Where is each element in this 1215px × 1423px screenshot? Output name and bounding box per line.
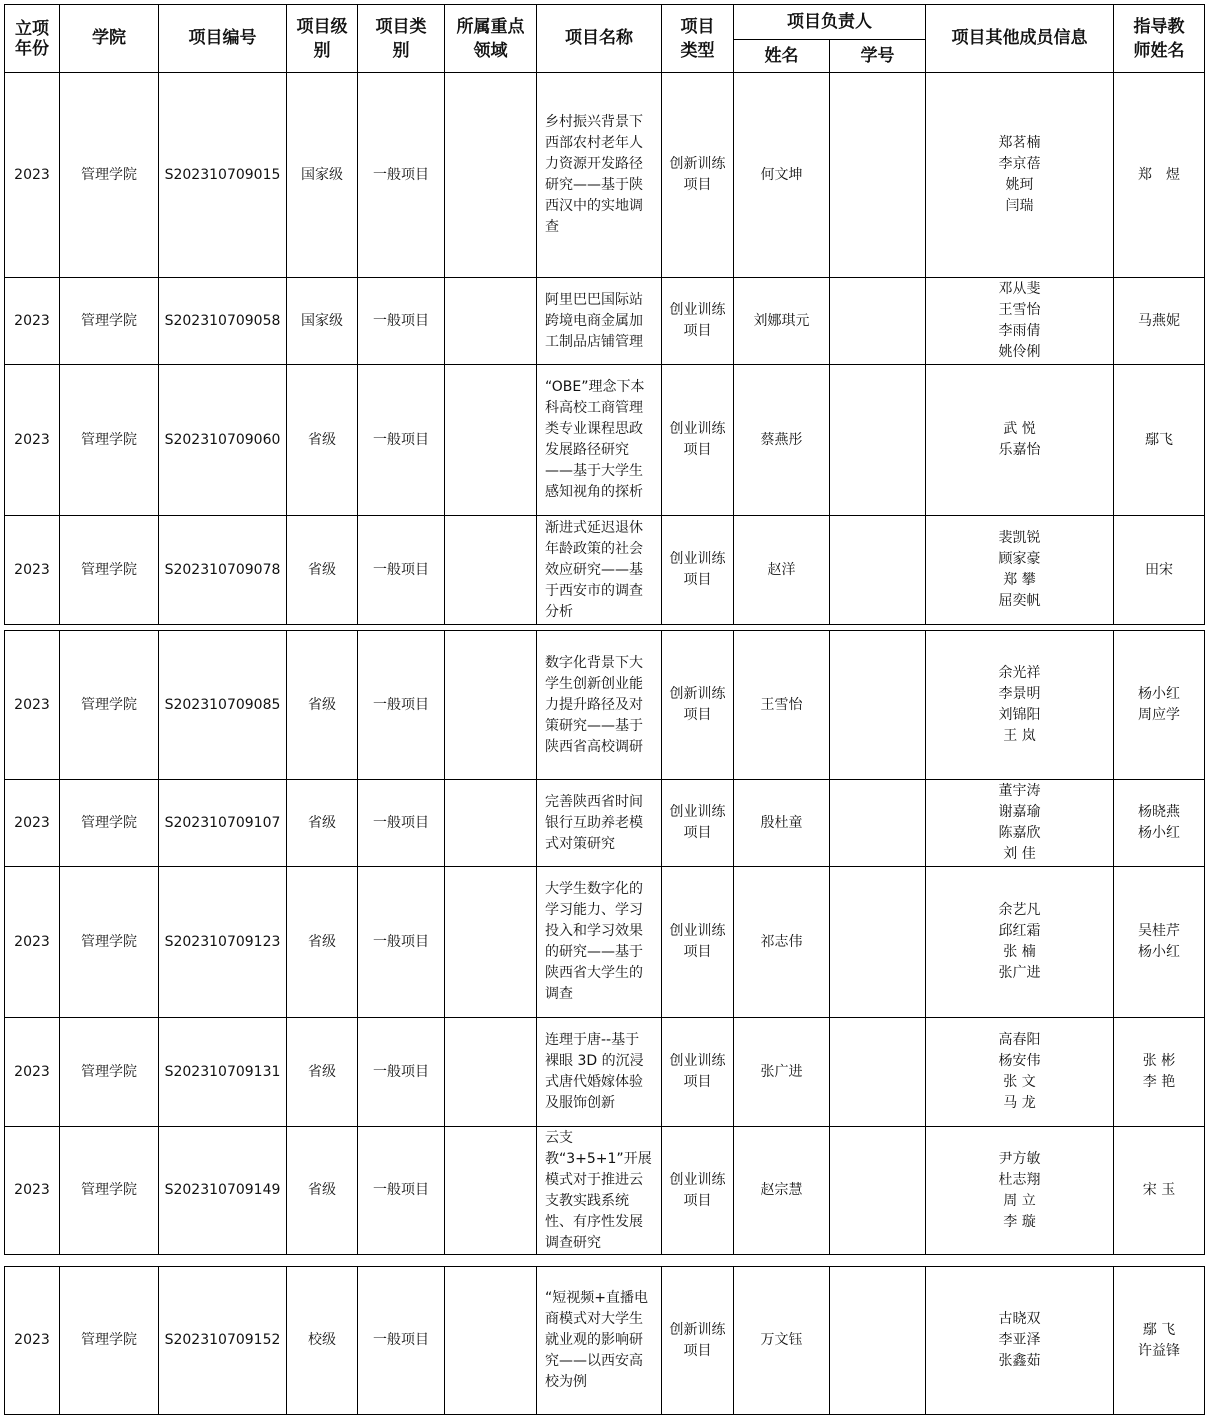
cell-level: 国家级: [287, 278, 358, 365]
cell-title: 连理于唐--基于裸眼 3D 的沉浸式唐代婚嫁体验及服饰创新: [537, 1018, 662, 1127]
cell-college: 管理学院: [60, 780, 159, 867]
cell-members: [926, 631, 1114, 780]
cell-year: 2023: [5, 1127, 60, 1255]
cell-college: 管理学院: [60, 278, 159, 365]
cell-title: 阿里巴巴国际站跨境电商金属加工制品店铺管理: [537, 278, 662, 365]
cell-level: 国家级: [287, 73, 358, 278]
member-name: 李景明: [998, 686, 1041, 702]
member-name: 姚珂: [1005, 177, 1034, 193]
table-row: [5, 516, 1205, 625]
cell-level: 省级: [287, 780, 358, 867]
cell-code: S202310709149: [159, 1127, 287, 1255]
member-name: 王 岚: [1003, 728, 1036, 744]
table-row: [5, 867, 1205, 1018]
header-members: 项目其他成员信息: [926, 5, 1114, 73]
member-name: 李亚泽: [998, 1332, 1041, 1348]
cell-type: 创业训练项目: [662, 365, 734, 516]
table-row: [5, 1127, 1205, 1255]
member-name: 杜志翔: [998, 1171, 1041, 1188]
cell-level: 校级: [287, 1267, 358, 1415]
member-name: 李京蓓: [998, 156, 1041, 172]
cell-leader: 蔡燕彤: [734, 365, 830, 516]
cell-college: 管理学院: [60, 73, 159, 278]
cell-field: [445, 631, 537, 780]
cell-type: 创新训练项目: [662, 1267, 734, 1415]
cell-type: 创新训练项目: [662, 631, 734, 780]
advisor-name: 张 彬: [1142, 1053, 1176, 1069]
cell-advisor: [1114, 1267, 1205, 1415]
cell-college: 管理学院: [60, 516, 159, 625]
cell-members: [926, 1127, 1114, 1255]
header-title: 项目名称: [537, 5, 662, 73]
cell-level: 省级: [287, 1018, 358, 1127]
member-name: 古晓双: [998, 1311, 1041, 1327]
member-name: 闫瑞: [1005, 198, 1034, 214]
header-leader: 项目负责人: [734, 5, 926, 40]
cell-leader: 刘娜琪元: [734, 278, 830, 365]
member-name: 余艺凡: [998, 902, 1041, 918]
cell-field: [445, 278, 537, 365]
cell-code: S202310709123: [159, 867, 287, 1018]
advisor-name: 马燕妮: [1138, 312, 1180, 329]
cell-advisor: [1114, 73, 1205, 278]
table-row: [5, 365, 1205, 516]
cell-advisor: [1114, 1018, 1205, 1127]
cell-leader: 张广进: [734, 1018, 830, 1127]
cell-field: [445, 780, 537, 867]
cell-level: 省级: [287, 631, 358, 780]
cell-title: 乡村振兴背景下西部农村老年人力资源开发路径研究——基于陕西汉中的实地调查: [537, 73, 662, 278]
member-name: 张广进: [998, 965, 1041, 981]
advisor-name: 杨小红: [1138, 944, 1180, 960]
cell-type: 创业训练项目: [662, 278, 734, 365]
cell-title: “OBE”理念下本科高校工商管理类专业课程思政发展路径研究——基于大学生感知视角的探析: [537, 365, 662, 516]
advisor-name: 鄢 飞: [1142, 1321, 1176, 1338]
header-college: 学院: [60, 5, 159, 73]
cell-members: [926, 867, 1114, 1018]
cell-field: [445, 1018, 537, 1127]
cell-members: [926, 780, 1114, 867]
cell-advisor: [1114, 365, 1205, 516]
member-name: 尹方敏: [998, 1150, 1041, 1167]
cell-title: 大学生数字化的学习能力、学习投入和学习效果的研究——基于陕西省大学生的调查: [537, 867, 662, 1018]
cell-members: [926, 1018, 1114, 1127]
member-name: 刘 佳: [1003, 846, 1036, 862]
cell-college: 管理学院: [60, 631, 159, 780]
member-name: 李雨倩: [998, 323, 1041, 339]
cell-leader: 祁志伟: [734, 867, 830, 1018]
cell-code: S202310709078: [159, 516, 287, 625]
cell-category: 一般项目: [358, 73, 445, 278]
cell-field: [445, 516, 537, 625]
cell-category: 一般项目: [358, 1267, 445, 1415]
cell-members: [926, 365, 1114, 516]
cell-title: 渐进式延迟退休年龄政策的社会效应研究——基于西安市的调查分析: [537, 516, 662, 625]
cell-year: 2023: [5, 867, 60, 1018]
project-table-block-2: [4, 630, 1205, 1255]
cell-code: S202310709060: [159, 365, 287, 516]
cell-category: 一般项目: [358, 1127, 445, 1255]
cell-college: 管理学院: [60, 365, 159, 516]
cell-year: 2023: [5, 780, 60, 867]
advisor-name: 鄢飞: [1145, 431, 1173, 448]
cell-leader-id: [830, 516, 926, 625]
project-table-block-3: [4, 1266, 1205, 1415]
member-name: 高春阳: [998, 1032, 1041, 1048]
member-name: 邱红霜: [998, 923, 1041, 939]
cell-leader-id: [830, 73, 926, 278]
cell-category: 一般项目: [358, 867, 445, 1018]
cell-leader-id: [830, 365, 926, 516]
cell-field: [445, 1127, 537, 1255]
cell-level: 省级: [287, 1127, 358, 1255]
cell-title: “短视频+直播电商模式对大学生就业观的影响研究——以西安高校为例: [537, 1267, 662, 1415]
table-row: [5, 780, 1205, 867]
project-table-block-1: [4, 4, 1205, 625]
cell-type: 创业训练项目: [662, 516, 734, 625]
member-name: 张 楠: [1003, 944, 1036, 960]
member-name: 杨安伟: [998, 1053, 1041, 1069]
header-leader-id: 学号: [830, 40, 926, 73]
cell-category: 一般项目: [358, 780, 445, 867]
cell-college: 管理学院: [60, 1018, 159, 1127]
cell-members: [926, 1267, 1114, 1415]
cell-leader-id: [830, 867, 926, 1018]
cell-members: [926, 278, 1114, 365]
member-name: 陈嘉欣: [998, 825, 1041, 841]
cell-leader-id: [830, 1267, 926, 1415]
cell-leader: 王雪怡: [734, 631, 830, 780]
cell-college: 管理学院: [60, 867, 159, 1018]
cell-level: 省级: [287, 365, 358, 516]
cell-year: 2023: [5, 1267, 60, 1415]
header-category: 项目类 别: [358, 5, 445, 73]
header-year: 立项 年份: [5, 5, 60, 73]
advisor-name: 周应学: [1138, 707, 1180, 723]
cell-leader-id: [830, 278, 926, 365]
cell-leader-id: [830, 780, 926, 867]
cell-field: [445, 73, 537, 278]
cell-field: [445, 867, 537, 1018]
cell-title: 数字化背景下大学生创新创业能力提升路径及对策研究——基于陕西省高校调研: [537, 631, 662, 780]
advisor-name: 杨晓燕: [1138, 804, 1180, 820]
cell-advisor: [1114, 516, 1205, 625]
member-name: 周 立: [1003, 1192, 1036, 1209]
cell-year: 2023: [5, 631, 60, 780]
cell-leader: 何文坤: [734, 73, 830, 278]
table-row: [5, 631, 1205, 780]
member-name: 马 龙: [1003, 1095, 1036, 1111]
header-advisor: 指导教 师姓名: [1114, 5, 1205, 73]
cell-leader: 万文钰: [734, 1267, 830, 1415]
member-name: 乐嘉怡: [998, 442, 1041, 458]
cell-college: 管理学院: [60, 1127, 159, 1255]
header-level: 项目级 别: [287, 5, 358, 73]
cell-level: 省级: [287, 867, 358, 1018]
member-name: 武 悦: [1003, 421, 1036, 437]
cell-advisor: [1114, 631, 1205, 780]
cell-field: [445, 365, 537, 516]
cell-field: [445, 1267, 537, 1415]
cell-category: 一般项目: [358, 631, 445, 780]
cell-leader: 赵洋: [734, 516, 830, 625]
member-name: 屈奕帆: [998, 593, 1041, 609]
member-name: 董宇涛: [998, 783, 1041, 799]
table-row: [5, 1267, 1205, 1415]
table-row: [5, 1018, 1205, 1127]
header-field: 所属重点 领域: [445, 5, 537, 73]
cell-college: 管理学院: [60, 1267, 159, 1415]
cell-members: [926, 73, 1114, 278]
advisor-name: 杨小红: [1138, 686, 1180, 702]
cell-type: 创新训练项目: [662, 73, 734, 278]
advisor-name: 吴桂芹: [1138, 923, 1180, 939]
cell-title: 云支教“3+5+1”开展模式对于推进云支教实践系统性、有序性发展调查研究: [537, 1127, 662, 1255]
advisor-name: 郑 煜: [1138, 166, 1180, 183]
cell-code: S202310709015: [159, 73, 287, 278]
cell-members: [926, 516, 1114, 625]
member-name: 刘锦阳: [998, 707, 1041, 723]
cell-leader-id: [830, 631, 926, 780]
cell-code: S202310709131: [159, 1018, 287, 1127]
cell-leader: 赵宗慧: [734, 1127, 830, 1255]
cell-year: 2023: [5, 516, 60, 625]
member-name: 顾家豪: [998, 551, 1041, 567]
advisor-name: 许益锋: [1138, 1342, 1180, 1359]
cell-code: S202310709085: [159, 631, 287, 780]
member-name: 姚伶俐: [998, 344, 1041, 360]
table-row: [5, 278, 1205, 365]
member-name: 郑茗楠: [998, 135, 1041, 151]
cell-type: 创业训练项目: [662, 1018, 734, 1127]
header-code: 项目编号: [159, 5, 287, 73]
cell-category: 一般项目: [358, 365, 445, 516]
cell-leader-id: [830, 1127, 926, 1255]
advisor-name: 杨小红: [1138, 825, 1180, 841]
member-name: 郑 攀: [1003, 572, 1036, 588]
member-name: 谢嘉瑜: [998, 804, 1041, 820]
advisor-name: 宋 玉: [1142, 1182, 1176, 1198]
cell-type: 创业训练项目: [662, 1127, 734, 1255]
cell-year: 2023: [5, 1018, 60, 1127]
cell-year: 2023: [5, 365, 60, 516]
header-leader-name: 姓名: [734, 40, 830, 73]
cell-year: 2023: [5, 73, 60, 278]
cell-level: 省级: [287, 516, 358, 625]
member-name: 张鑫茹: [998, 1353, 1041, 1369]
member-name: 张 文: [1003, 1074, 1036, 1090]
cell-leader: 殷杜童: [734, 780, 830, 867]
cell-advisor: [1114, 780, 1205, 867]
cell-category: 一般项目: [358, 1018, 445, 1127]
cell-type: 创业训练项目: [662, 780, 734, 867]
cell-advisor: [1114, 867, 1205, 1018]
header-type: 项目 类型: [662, 5, 734, 73]
member-name: 邓从斐: [998, 281, 1041, 297]
cell-advisor: [1114, 1127, 1205, 1255]
cell-category: 一般项目: [358, 278, 445, 365]
cell-category: 一般项目: [358, 516, 445, 625]
advisor-name: 李 艳: [1142, 1074, 1176, 1090]
advisor-name: 田宋: [1145, 561, 1173, 578]
cell-advisor: [1114, 278, 1205, 365]
member-name: 裴凯锐: [998, 530, 1041, 546]
cell-code: S202310709152: [159, 1267, 287, 1415]
cell-year: 2023: [5, 278, 60, 365]
cell-code: S202310709058: [159, 278, 287, 365]
member-name: 王雪怡: [998, 302, 1041, 318]
table-row: [5, 73, 1205, 278]
member-name: 余光祥: [998, 665, 1041, 681]
member-name: 李 璇: [1003, 1213, 1036, 1230]
cell-type: 创业训练项目: [662, 867, 734, 1018]
cell-leader-id: [830, 1018, 926, 1127]
cell-code: S202310709107: [159, 780, 287, 867]
cell-title: 完善陕西省时间银行互助养老模式对策研究: [537, 780, 662, 867]
